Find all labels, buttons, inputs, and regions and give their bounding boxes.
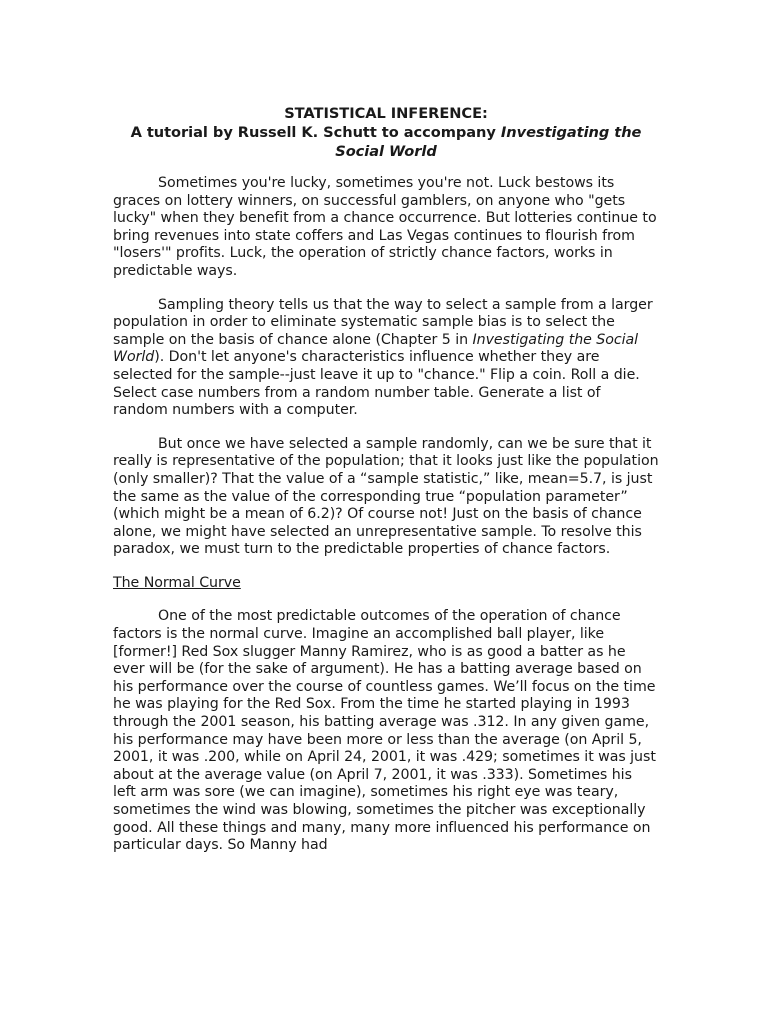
paragraph-luck: Sometimes you're lucky, sometimes you're not. Luck bestows its graces on lottery winners, on successful gamblers, on anyone who "gets lucky" when they benefit from a chance occurrence. But lotteries continue to bring revenues into state coffers and Las Vegas continues to flourish from "losers'" profits. Luck, the operation of strictly chance factors, works in predictable ways. [113, 175, 657, 279]
title-line-1: STATISTICAL INFERENCE: [284, 105, 488, 122]
document-body [113, 104, 659, 871]
paragraph-sampling-text-2: ). Don't let anyone's characteristics influence whether they are selected for the sample--just leave it up to "chance." Flip a coin. Roll a die. Select case numbers from a random number table. Generate a list of random numbers with a computer. [113, 349, 640, 419]
title-line-2 [113, 123, 659, 161]
paragraph-sampling-text-1: Sampling theory tells us that the way to select a sample from a larger population in order to eliminate systematic sample bias is to select the sample on the basis of chance alone (Chapter 5 in [113, 296, 653, 348]
section-heading-normal-curve: The Normal Curve [113, 574, 241, 591]
paragraph-sampling-book: Investigating the Social World [113, 331, 639, 366]
title-book-name: Investigating the Social World [335, 124, 642, 160]
paragraph-sampling-theory [113, 297, 659, 420]
document-title [113, 104, 659, 161]
paragraph-representative-sample: But once we have selected a sample randomly, can we be sure that it really is representative of the population; that it looks just like the population (only smaller)? That the value of a “sample statistic,” like, mean=5.7, is just the same as the value of the corresponding true “population parameter” (which might be a mean of 6.2)? Of course not! Just on the basis of chance alone, we might have selected an unrepresentative sample. To resolve this paradox, we must turn to the predictable properties of chance factors. [113, 435, 659, 558]
title-subtitle: A tutorial by Russell K. Schutt to accompany [130, 124, 501, 141]
paragraph-normal-curve: One of the most predictable outcomes of the operation of chance factors is the normal curve. Imagine an accomplished ball player, like [former!] Red Sox slugger Manny Ramirez, who is as good a batter as he ever will be (for the sake of argument). He has a batting average based on his performance over the course of countless games. We’ll focus on the time he was playing for the Red Sox. From the time he started playing in 1993 through the 2001 season, his batting average was .312. In any given game, his performance may have been more or less than the average (on April 5, 2001, it was .200, while on April 24, 2001, it was .429; sometimes it was just about at the average value (on April 7, 2001, it was .333). Sometimes his left arm was sore (we can imagine), sometimes his right eye was teary, sometimes the wind was blowing, sometimes the pitcher was exceptionally good. All these things and many, many more influenced his performance on particular days. So Manny had [113, 608, 656, 854]
